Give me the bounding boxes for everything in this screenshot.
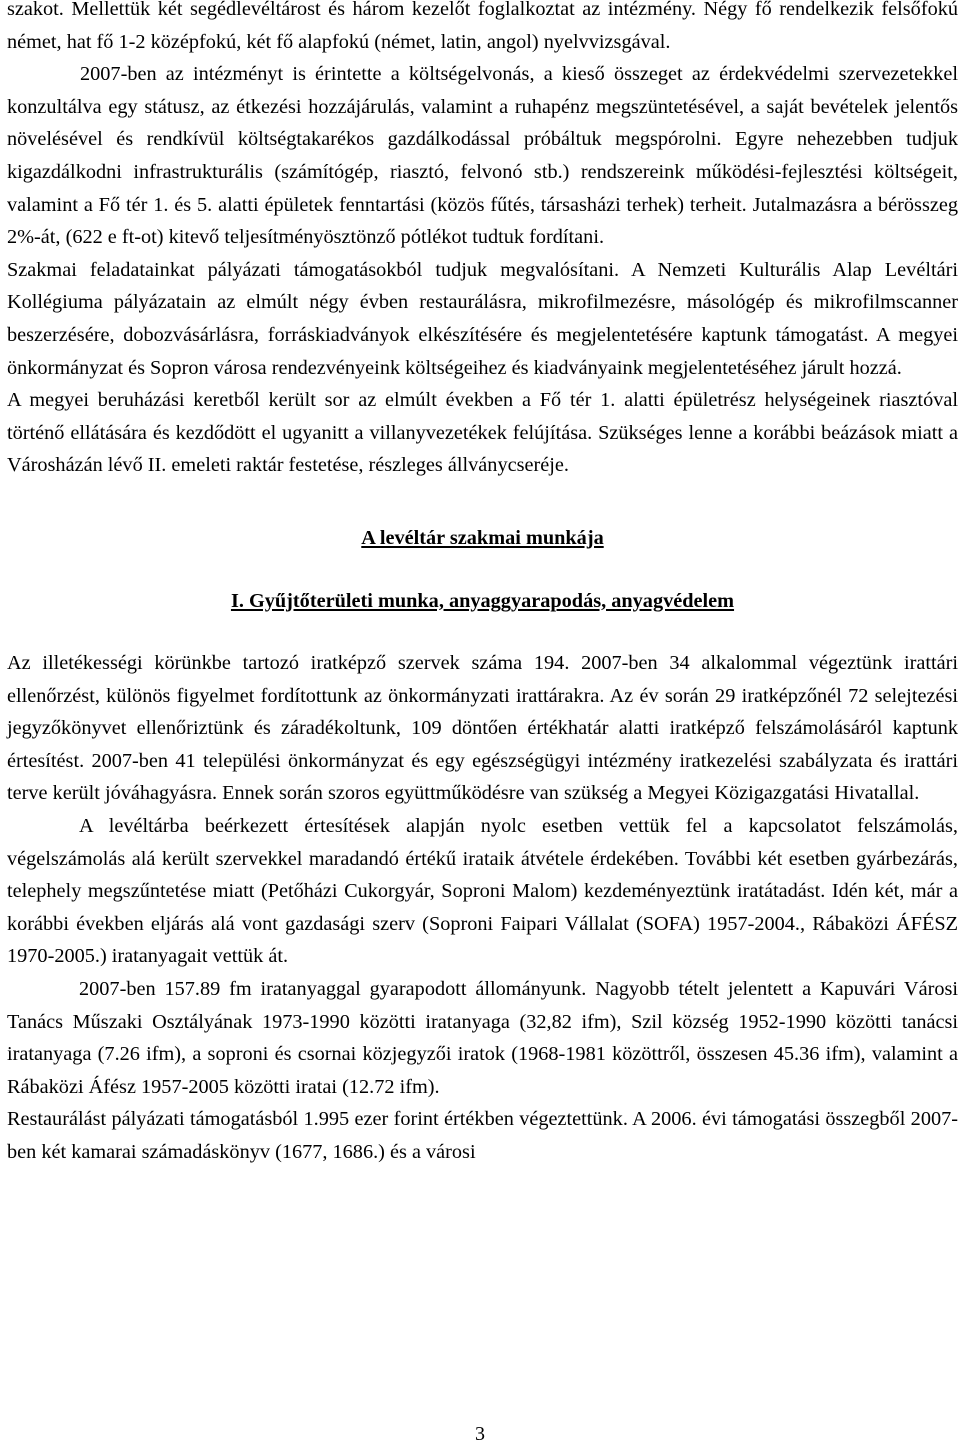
section-heading: A levéltár szakmai munkája: [361, 526, 604, 549]
paragraph-acquisitions: 2007-ben 157.89 fm iratanyaggal gyarapodott állományunk. Nagyobb tételt jelentett a Kapuvári Városi Tanács Műszaki Osztályának 1973-1990 közötti iratanyaga (32,82 ifm), Szil község 1952-1990 közötti tanácsi iratanyaga (7.26 ifm), a soproni és csornai közjegyzői iratok (1968-1981 közöttről, összesen 45.36 ifm), valamint a Rábaközi Áfész 1957-2005 közötti iratai (12.72 ifm).: [7, 978, 958, 1098]
paragraph-liquidations: A levéltárba beérkezett értesítések alapján nyolc esetben vettük fel a kapcsolatot felszámolás, végelszámolás alá került szervekkel maradandó értékű irataik átvétele érdekében. További két esetben gyárbezárás, telephely megszűntetése miatt (Petőházi Cukorgyár, Soproni Malom) kezdeményeztünk iratátadást. Idén két, már a korábbi években eljárás alá vont gazdasági szerv (Soproni Faipari Vállalat (SOFA) 1957-2004., Rábaközi ÁFÉSZ 1970-2005.) iratanyagait vettük át.: [7, 815, 958, 968]
paragraph-investments: A megyei beruházási keretből került sor az elmúlt években a Fő tér 1. alatti épületrész helységeinek riasztóval történő ellátására és kezdődött el ugyanitt a villanyvezetékek felújítása. Szükséges lenne a korábbi beázások miatt a Városházán lévő II. emeleti raktár festetése, részleges állványcseréje.: [7, 389, 958, 477]
paragraph-records-creators: Az illetékességi körünkbe tartozó iratképző szervek száma 194. 2007-ben 34 alkalommal végeztünk irattári ellenőrzést, különös figyelmet fordítottunk az önkormányzati irattárakra. Az év során 29 iratképzőnél 72 selejtezési jegyzőkönyvet ellenőriztünk és záradékoltunk, 109 döntően értékhatár alatti iratképző felszámolásáról kaptunk értesítést. 2007-ben 41 települési önkormányzat és egy egészségügyi intézmény iratkezelési szabályzata és irattári terve került jóváhagyásra. Ennek során szoros együttműködésre van szükség a Megyei Közigazgatási Hivatallal.: [7, 652, 958, 805]
document-page: [7, 0, 958, 1169]
subsection-heading: I. Gyűjtőterületi munka, anyaggyarapodás, anyagvédelem: [230, 589, 735, 612]
paragraph-grants: Szakmai feladatainkat pályázati támogatásokból tudjuk megvalósítani. A Nemzeti Kulturális Alap Levéltári Kollégiuma pályázatain az elmúlt négy évben restaurálásra, mikrofilmezésre, másológép és mikrofilmscanner beszerzésére, dobozvásárlásra, forráskiadványok elkészítésére és megjelentetésére kaptunk támogatást. A megyei önkormányzat és Sopron városa rendezvényeink költségeihez és kiadványaink megjelentetéséhez járult hozzá.: [7, 258, 958, 379]
paragraph-budget: 2007-ben az intézményt is érintette a költségelvonás, a kieső összeget az érdekvédelmi szervezetekkel konzultálva egy státusz, az étkezési hozzájárulás, valamint a ruhapénz megszüntetésével, a saját bevételek jelentős növelésével és rendkívül költségtakarékos gazdálkodással próbáltuk megspórolni. Egyre nehezebben tudjuk kigazdálkodni infrastrukturális (számítógép, riasztó, felvonó stb.) rendszereink működési-fejlesztési költségeit, valamint a Fő tér 1. és 5. alatti épületek fenntartási (közös fűtés, társasházi terhek) terheit. Jutalmazásra a bérösszeg 2%-át, (622 e ft-ot) kitevő teljesítményösztönző pótlékot tudtuk fordítani.: [7, 63, 958, 249]
paragraph-restoration: Restaurálást pályázati támogatásból 1.995 ezer forint értékben végeztettünk. A 2006. évi támogatási összegből 2007-ben két kamarai számadáskönyv (1677, 1686.) és a városi: [7, 1108, 958, 1163]
paragraph-staff: szakot. Mellettük két segédlevéltárost és három kezelőt foglalkoztat az intézmény. Négy fő rendelkezik felsőfokú német, hat fő 1-2 középfokú, két fő alapfokú (német, latin, angol) nyelvvizsgával.: [7, 0, 958, 53]
page-number: 3: [475, 1423, 485, 1445]
